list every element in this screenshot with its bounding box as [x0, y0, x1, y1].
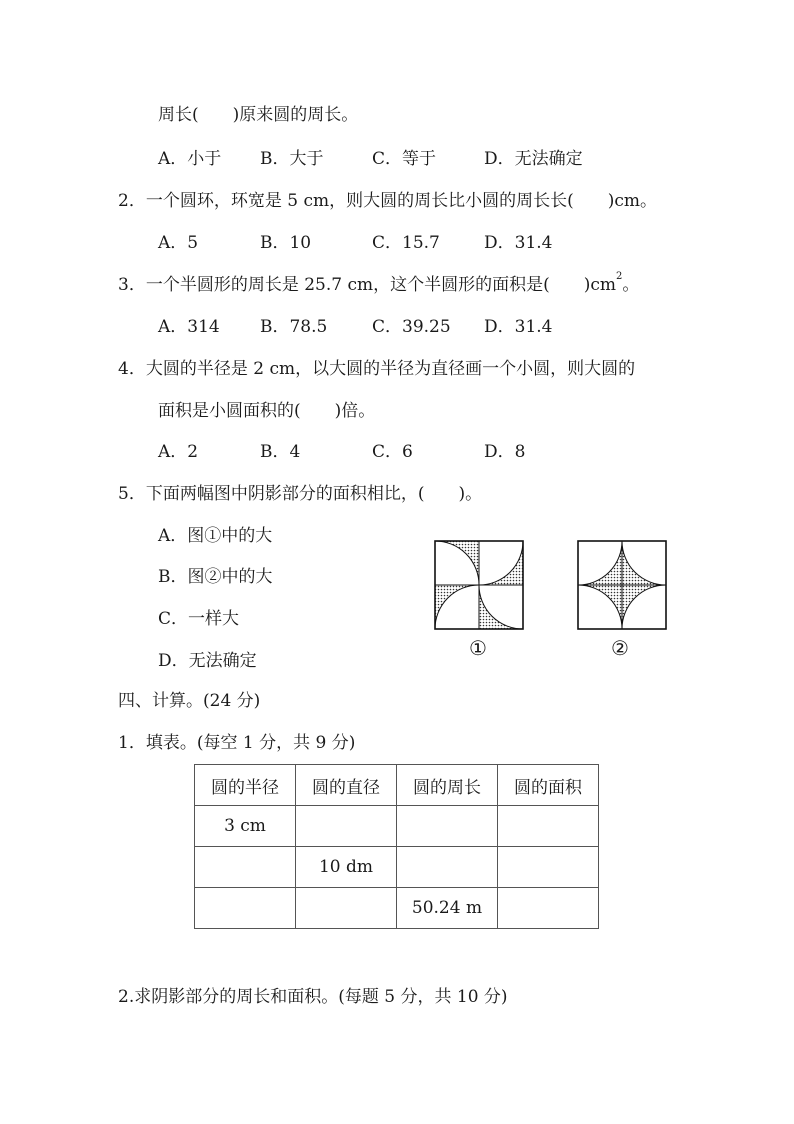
q1-tail: 周长( )原来圆的周长。 — [158, 105, 359, 125]
table-header-cell: 圆的半径 — [195, 765, 296, 806]
table-cell — [296, 888, 397, 929]
table-header-cell: 圆的周长 — [397, 765, 498, 806]
section-4-q2-title: 2.求阴影部分的周长和面积。(每题 5 分，共 10 分) — [118, 987, 508, 1007]
q4-stem-line1: 4．大圆的半径是 2 cm，以大圆的半径为直径画一个小圆，则大圆的 — [118, 359, 636, 379]
q2-option-c: C．15.7 — [372, 233, 440, 253]
table-cell — [498, 806, 599, 847]
q5-option-a: A．图①中的大 — [158, 526, 273, 546]
table-header-row — [195, 765, 599, 806]
q4-stem-line2: 面积是小圆面积的( )倍。 — [158, 401, 376, 421]
q3-stem-end: 。 — [622, 275, 640, 295]
q4-option-b: B．4 — [260, 442, 301, 462]
q2-option-d: D．31.4 — [484, 233, 553, 253]
q2-option-b: B．10 — [260, 233, 312, 253]
q5-option-d: D．无法确定 — [158, 651, 257, 671]
table-header-cell: 圆的面积 — [498, 765, 599, 806]
q1-option-a: A．小于 — [158, 149, 222, 169]
q2-stem: 2．一个圆环，环宽是 5 cm，则大圆的周长比小圆的周长长( )cm。 — [118, 191, 657, 211]
q3-option-b: B．78.5 — [260, 317, 328, 337]
table-cell — [397, 806, 498, 847]
table-cell — [498, 847, 599, 888]
table-row — [195, 847, 599, 888]
table-cell: 3 cm — [195, 806, 296, 847]
table-cell — [195, 888, 296, 929]
table-cell — [195, 847, 296, 888]
table-row — [195, 888, 599, 929]
q5-option-c: C．一样大 — [158, 609, 240, 629]
table-cell — [296, 806, 397, 847]
q3-option-c: C．39.25 — [372, 317, 451, 337]
q3-stem-text: 3．一个半圆形的周长是 25.7 cm，这个半圆形的面积是( )cm — [118, 275, 617, 295]
q5-stem: 5．下面两幅图中阴影部分的面积相比，( )。 — [118, 484, 483, 504]
table-cell — [397, 847, 498, 888]
q4-option-c: C．6 — [372, 442, 413, 462]
q3-option-d: D．31.4 — [484, 317, 553, 337]
figure-1-pinwheel — [434, 540, 524, 630]
section-4-title: 四、计算。(24 分) — [118, 691, 261, 711]
figure-2-label: ② — [611, 636, 629, 660]
q1-option-c: C．等于 — [372, 149, 437, 169]
table-cell: 10 dm — [296, 847, 397, 888]
table-cell: 50.24 m — [397, 888, 498, 929]
q2-option-a: A．5 — [158, 233, 199, 253]
q3-superscript: 2 — [616, 271, 623, 282]
q5-option-b: B．图②中的大 — [158, 567, 273, 587]
table-row — [195, 806, 599, 847]
q3-option-a: A．314 — [158, 317, 220, 337]
figure-1-label: ① — [469, 636, 487, 660]
table-cell — [498, 888, 599, 929]
q1-option-d: D．无法确定 — [484, 149, 583, 169]
q4-option-a: A．2 — [158, 442, 199, 462]
q3-stem — [118, 271, 640, 296]
q1-option-b: B．大于 — [260, 149, 324, 169]
figure-2-star — [577, 540, 667, 630]
q4-option-d: D．8 — [484, 442, 526, 462]
section-4-q1-title: 1．填表。(每空 1 分，共 9 分) — [118, 733, 356, 753]
table-header-cell: 圆的直径 — [296, 765, 397, 806]
fill-in-table — [194, 764, 599, 929]
